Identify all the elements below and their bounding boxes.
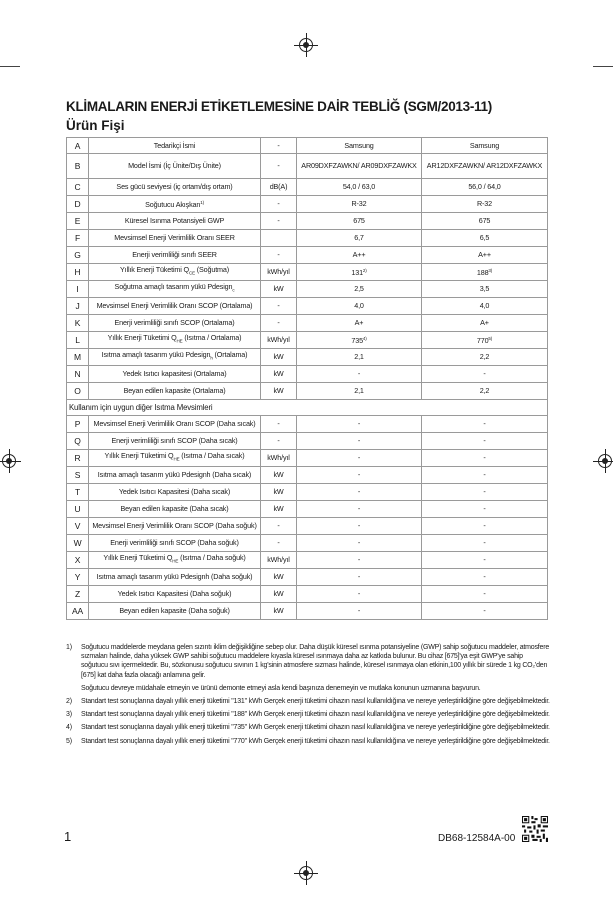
footnote-1 xyxy=(66,643,550,693)
col1-value xyxy=(297,196,422,213)
row-unit: - xyxy=(261,416,297,433)
row-label xyxy=(89,450,261,467)
col1-value-text: - xyxy=(357,521,361,530)
footnote-number: 3) xyxy=(66,711,72,719)
col2-value xyxy=(422,281,548,298)
col1-value-text: - xyxy=(357,504,361,513)
col1-value-text: 131 xyxy=(351,268,363,277)
row-unit: - xyxy=(261,433,297,450)
row-label xyxy=(89,298,261,315)
col1-value-text: 2,1 xyxy=(354,352,364,361)
row-label xyxy=(89,535,261,552)
row-label xyxy=(89,332,261,349)
row-label xyxy=(89,281,261,298)
row-label-text: Mevsimsel Enerji Verimlilik Oranı SEER xyxy=(114,233,235,242)
row-code: W xyxy=(67,535,89,552)
col2-value xyxy=(422,416,548,433)
row-label-subscript: h xyxy=(210,355,213,361)
row-code: O xyxy=(67,383,89,400)
footnote-extra-text: Soğutucu devreye müdahale etmeyin ve ürünü demonte etmeyi asla kendi başınıza denemeyin ve mutlaka konunun uzmanına başvurun. xyxy=(81,684,481,692)
row-code: M xyxy=(67,349,89,366)
table-row xyxy=(67,179,548,196)
row-unit: kW xyxy=(261,586,297,603)
table-row xyxy=(67,298,548,315)
row-label-text: Yedek Isıtıcı Kapasitesi (Daha soğuk) xyxy=(117,589,232,598)
footnote-text: Soğutucu maddelerde meydana gelen sızıntı iklim değişikliğine sebep olur. Daha düşük küresel ısınma potansiyeline (GWP) sahip soğutucu maddeler, atmosfere sızmaları halinde, daha yüksek GWP sahibi soğutucu maddelere kıyasla küresel ısınmaya daha az katkıda bulunur. Bu cihaz [675]'ya eşit GWP'ye sahip soğutucu sıvı içermektedir. Bu, sözkonusu soğutucu sıvının 1 kg'sinin atmosfere sızması halinde, küresel ısınmaya olan etkinin,100 yıllık bir sürede 1 kg CO₂'den [675] kat daha fazla olacağı anlamına gelir. xyxy=(81,644,550,679)
row-label-text: Yedek Isıtıcı kapasitesi (Ortalama) xyxy=(122,369,227,378)
col2-value-text: - xyxy=(483,436,486,445)
table-row xyxy=(67,332,548,349)
row-label xyxy=(89,552,261,569)
col1-footnote-ref: 2) xyxy=(362,268,367,273)
col1-value xyxy=(297,281,422,298)
col1-value xyxy=(297,603,422,620)
table-row xyxy=(67,315,548,332)
row-label xyxy=(89,603,261,620)
row-label xyxy=(89,467,261,484)
row-label-text: Yıllık Enerji Tüketimi Q xyxy=(120,265,189,275)
col2-value-text: - xyxy=(483,538,486,547)
row-label-subscript: HE xyxy=(176,338,183,344)
col1-value xyxy=(297,433,422,450)
row-label: Model İsmi (İç Ünite/Dış Ünite) xyxy=(89,154,261,179)
row-unit: - xyxy=(261,518,297,535)
col1-value-text: 675 xyxy=(353,216,365,225)
row-label xyxy=(89,383,261,400)
row-unit: - xyxy=(261,196,297,213)
registration-mark-right-icon xyxy=(598,454,612,468)
row-code: P xyxy=(67,416,89,433)
row-label-suffix: (Isıtma / Daha sıcak) xyxy=(179,451,245,461)
table-row xyxy=(67,518,548,535)
row-label-text: Enerji verimliliği sınıfı SCOP (Daha sıcak) xyxy=(111,436,238,445)
row-unit: - xyxy=(261,315,297,332)
col2-value xyxy=(422,298,548,315)
col1-value-text: - xyxy=(357,453,361,462)
col2-value xyxy=(422,603,548,620)
col2-value-text: - xyxy=(483,369,486,378)
col2-value-text: R-32 xyxy=(477,199,492,208)
col1-footnote-ref: 4) xyxy=(362,336,367,341)
footnote-number: 1) xyxy=(66,644,72,651)
col2-value xyxy=(422,535,548,552)
row-code: L xyxy=(67,332,89,349)
col1-value-text: - xyxy=(357,487,361,496)
row-label xyxy=(89,230,261,247)
table-header-row xyxy=(67,138,548,154)
row-label xyxy=(89,179,261,196)
col2-value xyxy=(422,552,548,569)
col2-footnote-ref: 3) xyxy=(488,268,493,273)
row-unit: - xyxy=(261,298,297,315)
col2-value-text: - xyxy=(483,555,486,564)
table-row xyxy=(67,586,548,603)
col2-value xyxy=(422,586,548,603)
col1-value-text: 2,5 xyxy=(354,284,364,293)
row-code: G xyxy=(67,247,89,264)
row-label xyxy=(89,416,261,433)
row-label xyxy=(89,518,261,535)
footnote-text: Standart test sonuçlarına dayalı yıllık enerji tüketimi "131" kWh Gerçek enerji tüketimi cihazın nasıl kullanıldığına ve nereye yerleştirildiğine göre değişebilmektedir. xyxy=(81,698,550,706)
footnote-2 xyxy=(66,697,550,706)
col1-value xyxy=(297,247,422,264)
col2-value xyxy=(422,264,548,281)
row-label xyxy=(89,433,261,450)
row-unit: kW xyxy=(261,383,297,400)
row-unit: - xyxy=(261,154,297,179)
col2-value-text: - xyxy=(483,419,486,428)
row-unit: kWh/yıl xyxy=(261,450,297,467)
col2-value-text: 4,0 xyxy=(479,301,490,310)
row-code: H xyxy=(67,264,89,281)
row-code: E xyxy=(67,213,89,230)
col1-value xyxy=(297,518,422,535)
row-code: D xyxy=(67,196,89,213)
col2-value xyxy=(422,366,548,383)
table-row xyxy=(67,603,548,620)
footnote-4 xyxy=(66,723,550,732)
table-row xyxy=(67,281,548,298)
col2-value xyxy=(422,467,548,484)
row-unit: kW xyxy=(261,349,297,366)
col2-value xyxy=(422,247,548,264)
col1-value xyxy=(297,366,422,383)
col1-value xyxy=(297,569,422,586)
col2-value xyxy=(422,230,548,247)
footnote-3 xyxy=(66,710,550,719)
row-label-text: Mevsimsel Enerji Verimlilik Oranı SCOP (Daha sıcak) xyxy=(93,419,256,428)
col1-value xyxy=(297,383,422,400)
document-code: DB68-12584A-00 xyxy=(438,833,516,844)
table-row xyxy=(67,484,548,501)
row-label-footnote-ref: 1) xyxy=(200,200,204,205)
table-row xyxy=(67,230,548,247)
col1-value-text: - xyxy=(357,589,361,598)
row-code: B xyxy=(67,154,89,179)
col2-value-text: 770 xyxy=(476,336,489,345)
registration-mark-bottom-icon xyxy=(299,866,313,880)
col1-value-text: A++ xyxy=(352,250,366,259)
col2-value-text: - xyxy=(483,453,486,462)
col1-value xyxy=(297,315,422,332)
col2-value xyxy=(422,484,548,501)
page-subtitle: Ürün Fişi xyxy=(66,118,125,133)
col1-value-text: 2,1 xyxy=(354,386,364,395)
row-label xyxy=(89,264,261,281)
col1-value xyxy=(297,484,422,501)
registration-mark-top-icon xyxy=(299,38,313,52)
row-code: S xyxy=(67,467,89,484)
table-row xyxy=(67,247,548,264)
footnote-number: 5) xyxy=(66,737,72,745)
row-label xyxy=(89,586,261,603)
row-unit: - xyxy=(261,138,297,154)
row-label-text: Soğutma amaçlı tasarım yükü Pdesign xyxy=(114,282,233,292)
col2-value-text: 3,5 xyxy=(479,284,490,293)
row-unit: kW xyxy=(261,501,297,518)
qr-code-icon xyxy=(522,816,548,842)
col1-value xyxy=(297,467,422,484)
row-label-text: Yedek Isıtıcı Kapasitesi (Daha sıcak) xyxy=(118,487,231,496)
col1-value-text: A+ xyxy=(354,318,364,327)
table-row xyxy=(67,433,548,450)
col2-value-text: 188 xyxy=(476,268,489,277)
row-label-text: Beyan edilen kapasite (Daha soğuk) xyxy=(119,606,230,615)
row-label xyxy=(89,196,261,213)
col1-value xyxy=(297,450,422,467)
col2-value xyxy=(422,179,548,196)
row-label-text: Beyan edilen kapasite (Ortalama) xyxy=(123,386,226,395)
col1-value: Samsung xyxy=(297,138,422,154)
table-row xyxy=(67,196,548,213)
col2-value xyxy=(422,332,548,349)
page-number: 1 xyxy=(64,829,72,844)
col2-value xyxy=(422,383,548,400)
table-row xyxy=(67,264,548,281)
row-unit: kW xyxy=(261,467,297,484)
col2-value xyxy=(422,213,548,230)
col2-value-text: 2,2 xyxy=(479,352,490,361)
footnote-text: Standart test sonuçlarına dayalı yıllık enerji tüketimi "770" kWh Gerçek enerji tüketimi cihazın nasıl kullanıldığına ve nereye yerleştirildiğine göre değişebilmektedir. xyxy=(81,737,550,745)
footnotes xyxy=(66,643,550,750)
table-row xyxy=(67,213,548,230)
table-row xyxy=(67,383,548,400)
table-row xyxy=(67,416,548,433)
row-label xyxy=(89,501,261,518)
col1-value xyxy=(297,298,422,315)
row-label-subscript: c xyxy=(232,287,235,293)
row-code: U xyxy=(67,501,89,518)
footnote-5 xyxy=(66,737,550,746)
row-code: X xyxy=(67,552,89,569)
row-label-suffix: (Ortalama) xyxy=(212,350,248,360)
product-spec-table xyxy=(66,137,548,620)
col1-value-text: 6,7 xyxy=(354,233,364,242)
col2-value-text: A+ xyxy=(480,318,489,327)
col2-value xyxy=(422,433,548,450)
col2-value-text: 56,0 / 64,0 xyxy=(468,182,501,191)
table-row xyxy=(67,535,548,552)
col2-value xyxy=(422,450,548,467)
col2-footnote-ref: 5) xyxy=(488,336,493,341)
col1-value-text: 735 xyxy=(351,336,363,345)
col1-value-text: R-32 xyxy=(351,199,367,208)
row-label-text: Mevsimsel Enerji Verimlilik Oranı SCOP (Daha soğuk) xyxy=(92,521,257,530)
row-unit: kW xyxy=(261,603,297,620)
row-unit: dB(A) xyxy=(261,179,297,196)
col2-value xyxy=(422,518,548,535)
row-label-text: Mevsimsel Enerji Verimlilik Oranı SCOP (Ortalama) xyxy=(96,301,253,310)
col1-value xyxy=(297,264,422,281)
row-code: V xyxy=(67,518,89,535)
table-row xyxy=(67,569,548,586)
row-label xyxy=(89,349,261,366)
col1-value xyxy=(297,179,422,196)
footnote-text: Standart test sonuçlarına dayalı yıllık enerji tüketimi "188" kWh Gerçek enerji tüketimi cihazın nasıl kullanıldığına ve nereye yerleştirildiğine göre değişebilmektedir. xyxy=(81,711,550,719)
col2-value-text: - xyxy=(483,470,486,479)
section-label: Kullanım için uygun diğer Isıtma Mevsimleri xyxy=(67,400,548,416)
row-code: J xyxy=(67,298,89,315)
col2-value xyxy=(422,569,548,586)
row-label-suffix: (Isıtma / Ortalama) xyxy=(182,333,242,343)
col1-value xyxy=(297,552,422,569)
row-label-text: Yıllık Enerji Tüketimi Q xyxy=(103,553,173,563)
row-code: I xyxy=(67,281,89,298)
row-unit: kWh/yıl xyxy=(261,332,297,349)
row-code: Q xyxy=(67,433,89,450)
table-row xyxy=(67,450,548,467)
col1-value xyxy=(297,586,422,603)
col2-value-text: - xyxy=(483,589,486,598)
model-name-row xyxy=(67,154,548,179)
col2-value: AR12DXFZAWKN/ AR12DXFZAWKX xyxy=(422,154,548,179)
col2-value-text: - xyxy=(483,572,486,581)
row-label-text: Beyan edilen kapasite (Daha sıcak) xyxy=(120,504,229,513)
col2-value-text: - xyxy=(483,487,486,496)
row-label-text: Küresel Isınma Potansiyeli GWP xyxy=(124,216,225,225)
row-code: AA xyxy=(67,603,89,620)
col1-value: AR09DXFZAWKN/ AR09DXFZAWKX xyxy=(297,154,422,179)
row-label-subscript: HE xyxy=(172,558,179,564)
col1-value xyxy=(297,535,422,552)
table-row xyxy=(67,552,548,569)
page-title: KLİMALARIN ENERJİ ETİKETLEMESİNE DAİR TEBLİĞ (SGM/2013-11) xyxy=(66,99,492,114)
col2-value-text: A++ xyxy=(478,250,491,259)
row-code: Y xyxy=(67,569,89,586)
row-label-text: Isıtma amaçlı tasarım yükü Pdesignh (Daha sıcak) xyxy=(97,470,252,479)
table-row xyxy=(67,349,548,366)
col1-value xyxy=(297,332,422,349)
row-code: N xyxy=(67,366,89,383)
registration-mark-left-icon xyxy=(2,454,16,468)
row-label-subscript: HE xyxy=(173,456,180,462)
col2-value-text: 675 xyxy=(478,216,491,225)
row-label xyxy=(89,315,261,332)
row-code: C xyxy=(67,179,89,196)
table-row xyxy=(67,467,548,484)
col1-value xyxy=(297,230,422,247)
row-label-text: Enerji verimliliği sınıfı SCOP (Daha soğuk) xyxy=(110,538,239,547)
col2-value-text: - xyxy=(483,504,486,513)
col1-value-text: - xyxy=(357,538,361,547)
row-code: A xyxy=(67,138,89,154)
col2-value-text: 2,2 xyxy=(479,386,490,395)
row-label-suffix: (Soğutma) xyxy=(194,265,229,275)
col2-value xyxy=(422,315,548,332)
col1-value xyxy=(297,349,422,366)
row-label xyxy=(89,569,261,586)
row-label-text: Enerji verimliliği sınıfı SEER xyxy=(132,250,217,259)
col2-value xyxy=(422,349,548,366)
col1-value-text: - xyxy=(357,419,361,428)
row-unit: kW xyxy=(261,281,297,298)
row-label xyxy=(89,366,261,383)
row-label xyxy=(89,484,261,501)
col1-value xyxy=(297,501,422,518)
row-unit: - xyxy=(261,213,297,230)
col1-value-text: - xyxy=(357,470,361,479)
row-unit: - xyxy=(261,247,297,264)
table-row xyxy=(67,366,548,383)
row-unit: kWh/yıl xyxy=(261,552,297,569)
col1-value-text: 54,0 / 63,0 xyxy=(342,182,376,191)
col1-value-text: - xyxy=(357,606,361,615)
section-header-row xyxy=(67,400,548,416)
crop-mark xyxy=(0,66,20,67)
row-unit: kWh/yıl xyxy=(261,264,297,281)
crop-mark xyxy=(593,66,613,67)
col1-value-text: - xyxy=(357,572,361,581)
row-code: K xyxy=(67,315,89,332)
col2-value: Samsung xyxy=(422,138,548,154)
row-label-text: Ses gücü seviyesi (iç ortam/dış ortam) xyxy=(116,182,233,191)
col2-value xyxy=(422,501,548,518)
col2-value-text: - xyxy=(483,606,486,615)
row-code: F xyxy=(67,230,89,247)
col2-value-text: 6,5 xyxy=(479,233,490,242)
col1-value-text: - xyxy=(357,436,361,445)
row-unit: kW xyxy=(261,569,297,586)
table-row xyxy=(67,501,548,518)
row-unit: - xyxy=(261,535,297,552)
footnote-number: 2) xyxy=(66,698,72,706)
col1-value xyxy=(297,213,422,230)
row-unit: kW xyxy=(261,484,297,501)
col2-value xyxy=(422,196,548,213)
col1-value-text: - xyxy=(357,555,361,564)
row-label: Tedarikçi İsmi xyxy=(89,138,261,154)
col1-value-text: - xyxy=(357,369,361,378)
row-label-text: Yıllık Enerji Tüketimi Q xyxy=(107,333,177,343)
row-label-text: Yıllık Enerji Tüketimi Q xyxy=(104,451,174,461)
row-unit xyxy=(261,230,297,247)
spec-table-body xyxy=(67,138,548,620)
row-label xyxy=(89,247,261,264)
col1-value xyxy=(297,416,422,433)
row-label xyxy=(89,213,261,230)
row-code: T xyxy=(67,484,89,501)
footnote-text: Standart test sonuçlarına dayalı yıllık enerji tüketimi "735" kWh Gerçek enerji tüketimi cihazın nasıl kullanıldığına ve nereye yerleştirildiğine göre değişebilmektedir. xyxy=(81,724,550,732)
footnote-number: 4) xyxy=(66,724,72,732)
row-label-subscript: CE xyxy=(188,270,195,276)
row-code: R xyxy=(67,450,89,467)
row-label-text: Isıtma amaçlı tasarım yükü Pdesign xyxy=(101,350,211,360)
col1-value-text: 4,0 xyxy=(354,301,364,310)
row-label-suffix: (Isıtma / Daha soğuk) xyxy=(178,553,246,563)
row-unit: kW xyxy=(261,366,297,383)
row-label-text: Enerji verimliliği sınıfı SCOP (Ortalama) xyxy=(114,318,235,327)
row-label-text: Soğutucu Akışkan xyxy=(145,200,201,209)
row-code: Z xyxy=(67,586,89,603)
col2-value-text: - xyxy=(483,521,486,530)
row-label-text: Isıtma amaçlı tasarım yükü Pdesignh (Daha soğuk) xyxy=(96,572,253,581)
